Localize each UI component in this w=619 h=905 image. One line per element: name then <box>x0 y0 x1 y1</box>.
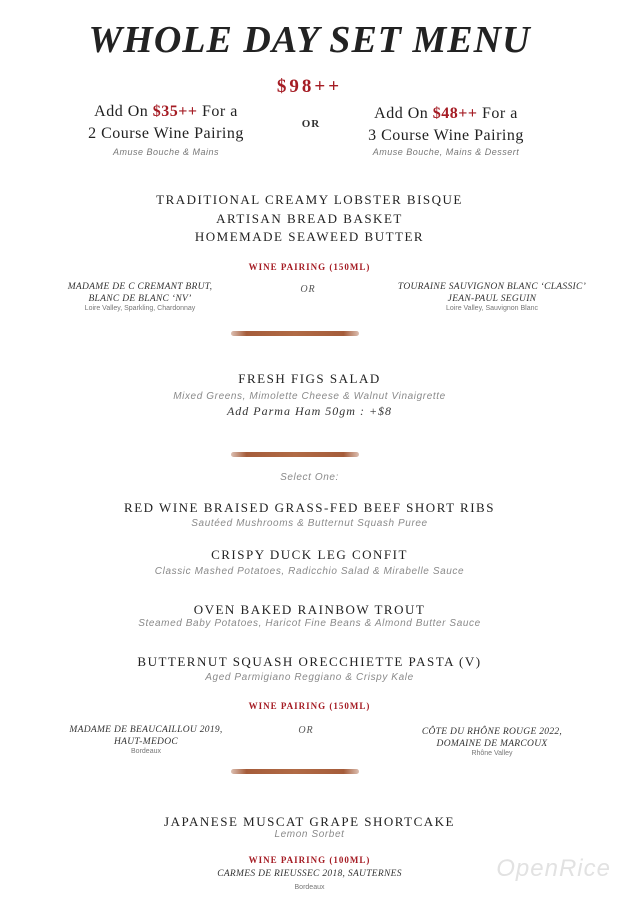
addon-prefix: Add On <box>94 103 153 120</box>
wine-name: BLANC DE BLANC ‘NV’ <box>88 294 192 304</box>
wine-name: JEAN-PAUL SEGUIN <box>447 294 537 304</box>
main-dish-name: CRISPY DUCK LEG CONFIT <box>211 547 408 562</box>
starter-line: TRADITIONAL CREAMY LOBSTER BISQUE <box>156 192 463 207</box>
main-dish-description: Aged Parmigiano Reggiano & Crispy Kale <box>205 672 414 683</box>
starter-line: HOMEMADE SEAWEED BUTTER <box>194 229 425 244</box>
wine-pairing-heading: WINE PAIRING (100ML) <box>248 855 371 865</box>
wine-option-left <box>40 281 240 312</box>
wine-name: TOURAINE SAUVIGNON BLANC ‘CLASSIC’ <box>397 282 587 292</box>
wine-or: OR <box>298 725 314 736</box>
addon-or: OR <box>301 118 321 130</box>
divider <box>231 452 359 457</box>
wine-name: MADAME DE BEAUCAILLOU 2019, <box>69 725 223 735</box>
main-dish-name: BUTTERNUT SQUASH ORECCHIETTE PASTA (V) <box>137 654 482 669</box>
menu-title: WHOLE DAY SET MENU <box>88 19 531 61</box>
wine-or: OR <box>300 284 316 295</box>
dessert-wine-region: Bordeaux <box>294 884 325 891</box>
dessert-wine: CARMES DE RIEUSSEC 2018, SAUTERNES <box>217 869 402 879</box>
wine-region: Bordeaux <box>131 748 161 755</box>
addon-two-course-sub: Amuse Bouche & Mains <box>112 147 220 157</box>
wine-name: CÔTE DU RHÔNE ROUGE 2022, <box>421 727 563 737</box>
wine-pairing-heading: WINE PAIRING (150ML) <box>248 262 371 272</box>
starter-line: ARTISAN BREAD BASKET <box>216 210 403 226</box>
openrice-watermark: OpenRice <box>496 855 611 882</box>
salad-addon: Add Parma Ham 50gm : +$8 <box>226 404 393 418</box>
addon-description: 2 Course Wine Pairing <box>88 125 244 142</box>
dessert-name: JAPANESE MUSCAT GRAPE SHORTCAKE <box>164 814 455 829</box>
select-one-label: Select One: <box>280 472 339 483</box>
main-dish-description: Sautéed Mushrooms & Butternut Squash Puree <box>191 518 428 529</box>
addon-suffix: For a <box>197 103 238 120</box>
addon-amount: $48++ <box>432 105 478 122</box>
set-price: $98++ <box>276 76 343 97</box>
main-dish-name: RED WINE BRAISED GRASS-FED BEEF SHORT RIBS <box>124 500 495 515</box>
addon-two-course <box>66 101 266 145</box>
wine-region: Loire Valley, Sparkling, Chardonnay <box>84 305 196 312</box>
divider <box>231 331 359 336</box>
addon-prefix: Add On <box>374 105 433 122</box>
wine-region: Rhône Valley <box>471 750 513 757</box>
salad-description: Mixed Greens, Mimolette Cheese & Walnut Vinaigrette <box>173 391 446 402</box>
dessert-description: Lemon Sorbet <box>274 829 345 840</box>
wine-region: Loire Valley, Sauvignon Blanc <box>446 305 538 312</box>
salad-name: FRESH FIGS SALAD <box>238 371 381 386</box>
addon-description: 3 Course Wine Pairing <box>368 127 524 144</box>
addon-three-course-sub: Amuse Bouche, Mains & Dessert <box>372 147 520 157</box>
main-dish-description: Classic Mashed Potatoes, Radicchio Salad & Mirabelle Sauce <box>154 566 465 577</box>
main-dish-description: Steamed Baby Potatoes, Haricot Fine Beans & Almond Butter Sauce <box>138 618 481 629</box>
addon-three-course <box>346 103 546 147</box>
divider <box>231 769 359 774</box>
wine-name: HAUT-MEDOC <box>113 737 179 747</box>
wine-option-right <box>372 281 612 312</box>
wine-name: DOMAINE DE MARCOUX <box>436 739 548 749</box>
addon-suffix: For a <box>477 105 518 122</box>
main-dish-name: OVEN BAKED RAINBOW TROUT <box>193 602 426 617</box>
wine-name: MADAME DE C CREMANT BRUT, <box>67 282 213 292</box>
addon-amount: $35++ <box>152 103 198 120</box>
starter-section <box>0 191 619 247</box>
wine-pairing-heading: WINE PAIRING (150ML) <box>248 701 371 711</box>
wine-option-right <box>392 726 592 757</box>
wine-option-left <box>46 724 246 755</box>
